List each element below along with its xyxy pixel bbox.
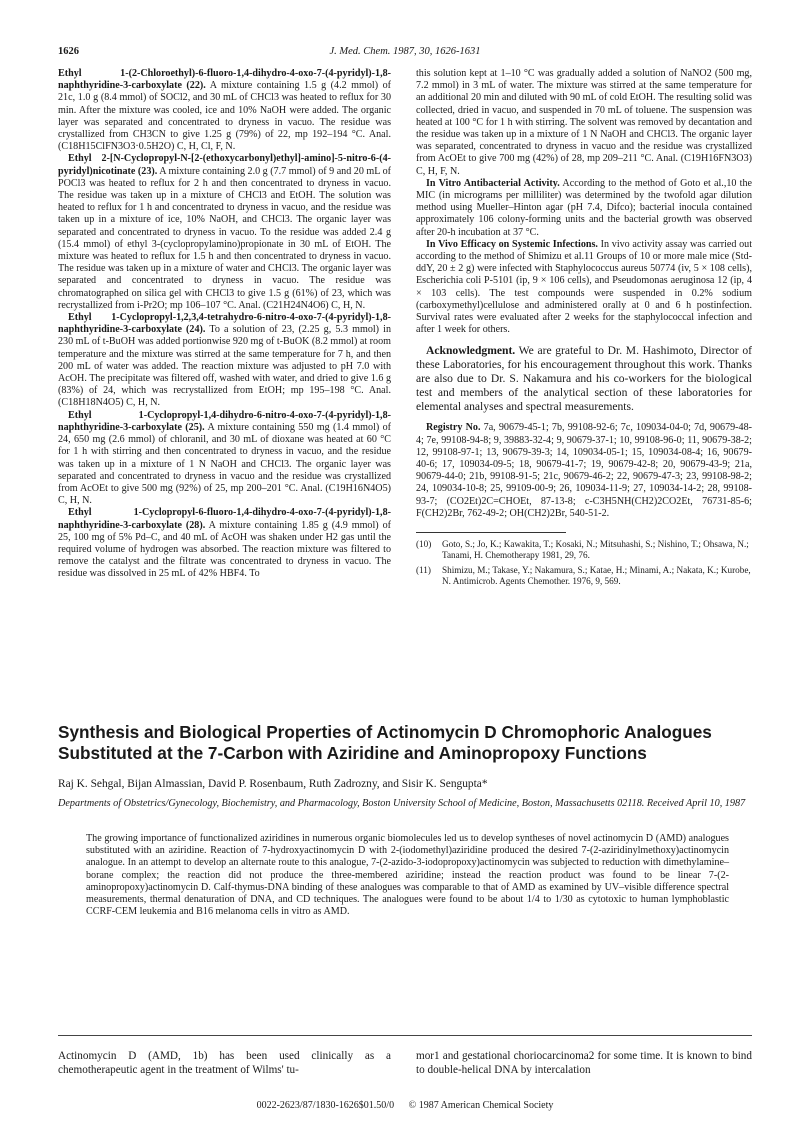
acknowledgment-body: We are grateful to Dr. M. Hashimoto, Director of these Laboratories, for his encouragement throughout this work. Thanks are also due to Dr. S. Nakamura and his co-workers for the biological test and members of the analytical section of these laboratories for elemental analyses and spectral measurements. xyxy=(416,344,752,414)
section-paragraph xyxy=(416,178,752,239)
section-heading: In Vitro Antibacterial Activity. xyxy=(426,177,560,189)
paragraph-body: A mixture containing 1.85 g (4.9 mmol) of 25, 100 mg of 5% Pd–C, and 40 mL of AcOH was shaken under H2 gas until the required volume of hydrogen was absorbed. The reaction mixture was filtered to remove the catalyst and the filtrate was concentrated to dryness in vacuo. The residue was dissolved in 25 mL of 42% HBF4. To xyxy=(58,519,391,580)
section-heading: In Vivo Efficacy on Systemic Infections. xyxy=(426,238,598,250)
references-divider xyxy=(416,532,566,533)
page-header xyxy=(58,46,752,62)
continuation-paragraph: this solution kept at 1–10 °C was gradually added a solution of NaNO2 (500 mg, 7.2 mmol) in 3 mL of water. The mixture was stirred at the same temperature for an additional 20 min and diluted with 90 mL of cold EtOH. The resulting solid was collected, dried in vacuo, and suspended in 70 mL of toluene. The suspension was heated at 100 °C for 1 h with stirring. The solvent was removed by decantation and the residue was taken up in a mixture of 1 N NaOH and CHCl3. The organic layer was separated, concentrated to dryness in vacuo and the residue was crystallized from AcOEt to give 700 mg (42%) of 28, mp 209–211 °C. Anal. (C19H16FN3O3) C, H, F, N. xyxy=(416,68,752,177)
acknowledgment-heading: Acknowledgment. xyxy=(426,344,516,358)
paragraph-body: To a solution of 23, (2.25 g, 5.3 mmol) in 230 mL of t-BuOH was added portionwise 920 mg of t-BuOK (8.2 mmol) at room temperature and the mixture was stirred at the same temperature for 7 h, and then 200 mL of water was added. The reaction mixture was adjusted to pH 7.0 with AcOH. The precipitate was filtered off, washed with water, and dried to give 1.6 g (83%) of 24, which was recrystallized from EtOH; mp 195–198 °C. Anal. (C18H18N4O5) C, H, N. xyxy=(58,324,392,409)
article-abstract: The growing importance of functionalized aziridines in numerous organic biomolecules led us to develop syntheses of novel actinomycin D (AMD) analogues substituted with an aziridine. Reaction of 7-hydroxyactinomycin D with 2-(iodomethyl)aziridine produced the desired 7-(2-aziridinylmethoxy)actinomycin analogue. In an attempt to develop an alternate route to this analogue, 7-(2-azido-3-iodopropoxy)actinomycin was subjected to reduction with dimethylamine–borane complex; the reaction did not produce the three-membered aziridine; instead the reaction product was found to be linear 7-(2-aminopropoxy)actinomycin D. Calf-thymus-DNA binding of these analogues was comparable to that of AMD as examined by UV–visible difference spectral measurements, thermal denaturation of DNA, and CD techniques. The analogues were found to be about 1/4 to 1/30 as cytotoxic to human lymphoblastic CCRF-CEM leukemia and B16 melanoma cells in vitro as AMD. xyxy=(86,833,729,918)
journal-citation: J. Med. Chem. 1987, 30, 1626-1631 xyxy=(329,46,481,57)
compound-heading: Ethyl 1-(2-Chloroethyl)-6-fluoro-1,4-dihydro-4-oxo-7-(4-pyridyl)-1,8-naphthyridine-3-carboxylate (22). xyxy=(58,68,391,92)
registry-paragraph xyxy=(416,422,752,520)
page-footer xyxy=(58,1100,752,1111)
registry-body: 7a, 90679-45-1; 7b, 99108-92-6; 7c, 109034-04-0; 7d, 90679-48-4; 7e, 99108-94-8; 9, 39883-32-4; 9, 90679-37-1; 10, 99108-96-0; 11, 90679-38-2; 12, 99108-97-1; 13, 90679-39-3; 14, 109034-05-1; 15, 109034-08-4; 16, 90679-40-6; 17, 109034-09-5; 18, 90679-41-7; 19, 90679-42-8; 20, 90679-43-9; 21a, 90679-44-0; 21b, 99108-91-5; 21c, 90679-46-2; 22, 90679-47-3; 23, 99108-98-2; 24, 109034-10-8; 25, 99109-00-9; 26, 109034-11-9; 27, 109034-14-2; 28, 99108-93-7; (CO2Et)2C=CHOEt, 87-13-8; c-C3H5NH(CH2)2CO2Et, 76731-85-6; F(CH2)2Br, 762-49-2; OH(CH2)2Br, 540-51-2. xyxy=(416,422,752,519)
compound-heading: Ethyl 1-Cyclopropyl-1,2,3,4-tetrahydro-6-nitro-4-oxo-7-(4-pyridyl)-1,8-naphthyridine-3-carboxylate (24). xyxy=(58,312,391,336)
compound-heading: Ethyl 1-Cyclopropyl-1,4-dihydro-6-nitro-4-oxo-7-(4-pyridyl)-1,8-naphthyridine-3-carboxylate (25). xyxy=(58,409,391,433)
reference-text: Goto, S.; Jo, K.; Kawakita, T.; Kosaki, N.; Mitsuhashi, S.; Nishino, T.; Ohsawa, N.; Tanami, H. Chemotherapy 1981, 29, 76. xyxy=(442,539,749,561)
experimental-paragraph xyxy=(58,153,391,312)
compound-heading: Ethyl 2-[N-Cyclopropyl-N-[2-(ethoxycarbonyl)ethyl]-amino]-5-nitro-6-(4-pyridyl)nicotinate (23). xyxy=(58,153,391,177)
page-number: 1626 xyxy=(58,46,79,57)
intro-left-text: Actinomycin D (AMD, 1b) has been used clinically as a chemotherapeutic agent in the treatment of Wilms' tu- xyxy=(58,1050,391,1076)
reference-number: (11) xyxy=(416,565,431,576)
experimental-paragraph xyxy=(58,312,391,410)
right-column xyxy=(416,68,752,591)
article-code: 0022-2623/87/1830-1626$01.50/0 xyxy=(256,1100,395,1111)
copyright-notice: © 1987 American Chemical Society xyxy=(408,1100,554,1111)
registry-heading: Registry No. xyxy=(426,422,481,434)
article-authors: Raj K. Sehgal, Bijan Almassian, David P. Rosenbaum, Ruth Zadrozny, and Sisir K. Sengupta* xyxy=(58,778,488,790)
paragraph-body: In vivo activity assay was carried out according to the method of Shimizu et al.11 Groups of 10 or more male mice (Std-ddY, 20 ± 2 g) were infected with Staphylococcus aureus 50774 (iv, 5 × 108 cells), Escherichia coli P-5101 (ip, 9 × 106 cells), and Pseudomonas aeruginosa 12 (ip, 4 × 103 cells). The test compounds were suspended in 0.2% sodium (carboxymethyl)cellulose and administered orally at 0 and 6 h postinfection. Survival rates were evaluated after 2 weeks for the staphylococcal infection and after 1 week for others. xyxy=(416,238,753,336)
reference-number: (10) xyxy=(416,539,432,550)
reference-text: Shimizu, M.; Takase, Y.; Nakamura, S.; Katae, H.; Minami, A.; Nakata, K.; Kurobe, N. Antimicrob. Agents Chemother. 1976, 9, 569. xyxy=(442,565,751,587)
article-affiliation: Departments of Obstetrics/Gynecology, Biochemistry, and Pharmacology, Boston University School of Medicine, Boston, Massachusetts 02118. Received April 10, 1987 xyxy=(58,798,746,809)
compound-heading: Ethyl 1-Cyclopropyl-6-fluoro-1,4-dihydro-4-oxo-7-(4-pyridyl)-1,8-naphthyridine-3-carboxylate (28). xyxy=(58,507,391,531)
reference-item xyxy=(416,565,752,587)
intro-right-text: mor1 and gestational choriocarcinoma2 for some time. It is known to bind to double-helical DNA by intercalation xyxy=(416,1050,752,1076)
reference-item xyxy=(416,539,752,561)
abstract-divider xyxy=(58,1035,752,1036)
paragraph-body: A mixture containing 550 mg (1.4 mmol) of 24, 650 mg (2.6 mmol) of chloranil, and 30 mL of dioxane was heated at 60 °C for 1 h with stirring and then concentrated to dryness in vacuo, and the residue was taken up in a mixture of 1 N NaOH and CHCl3. The organic layer was separated and concentrated to dryness in vacuo and the residue was crystallized from AcOEt to give 500 mg (92%) of 25, mp 200–201 °C. Anal. (C19H16N4O5) C, H, N. xyxy=(58,421,391,507)
paragraph-body: According to the method of Goto et al.,10 the MIC (in micrograms per milliliter) was determined by the twofold agar dilution method using Mueller–Hinton agar (pH 7.4, Difco); bacterial inocula contained approximately 106 colony-forming units and the bacterial growth was observed after 20-h incubation at 37 °C. xyxy=(416,177,753,238)
acknowledgment-paragraph xyxy=(416,344,752,414)
experimental-paragraph xyxy=(58,68,391,153)
left-column xyxy=(58,68,391,581)
paragraph-body: A mixture containing 1.5 g (4.2 mmol) of 21c, 1.0 g (8.4 mmol) of SOCl2, and 30 mL of CHCl3 was heated to reflux for 30 min. After the mixture was cooled, ice and 10% NaOH were added. The organic layer was separated and concentrated to dryness in vacuo. The residue was crystallized from CH3CN to give 1.25 g (79%) of 22, mp 192–194 °C. Anal. (C18H15ClFN3O3·0.5H2O) C, H, Cl, F, N. xyxy=(58,80,391,153)
article-title: Synthesis and Biological Properties of Actinomycin D Chromophoric Analogues Substituted at the 7-Carbon with Aziridine and Aminopropoxy Functions xyxy=(58,722,712,763)
paragraph-body: A mixture containing 2.0 g (7.7 mmol) of 9 and 20 mL of POCl3 was heated to reflux for 2 h and then concentrated to dryness in vacuo. The residue was taken up in a mixture of CHCl3 and EtOH. The solution was heated to reflux for 1 h and concentrated to dryness in vacuo, and the residue was taken up in a mixture of ice, 10% NaOH, and CHCl3. The organic layer was separated and concentrated to dryness in vacuo. To the residue was added 2.4 g (15.4 mmol) of ethyl 3-(cyclopropylamino)propionate in 30 mL of EtOH. The mixture was heated to reflux for 1.5 h and then concentrated to dryness in vacuo. The residue was taken up in a mixture of water and CHCl3. The organic layer was separated and concentrated to dryness in vacuo. The residue was chromatographed on silica gel with CHCl3 to give 1.5 g (61%) of 23, which was recrystallized from i-Pr2O; mp 106–107 °C. Anal. (C21H24N4O6) C, H, N. xyxy=(58,165,391,311)
section-paragraph xyxy=(416,239,752,337)
experimental-paragraph xyxy=(58,507,391,580)
experimental-paragraph xyxy=(58,410,391,508)
